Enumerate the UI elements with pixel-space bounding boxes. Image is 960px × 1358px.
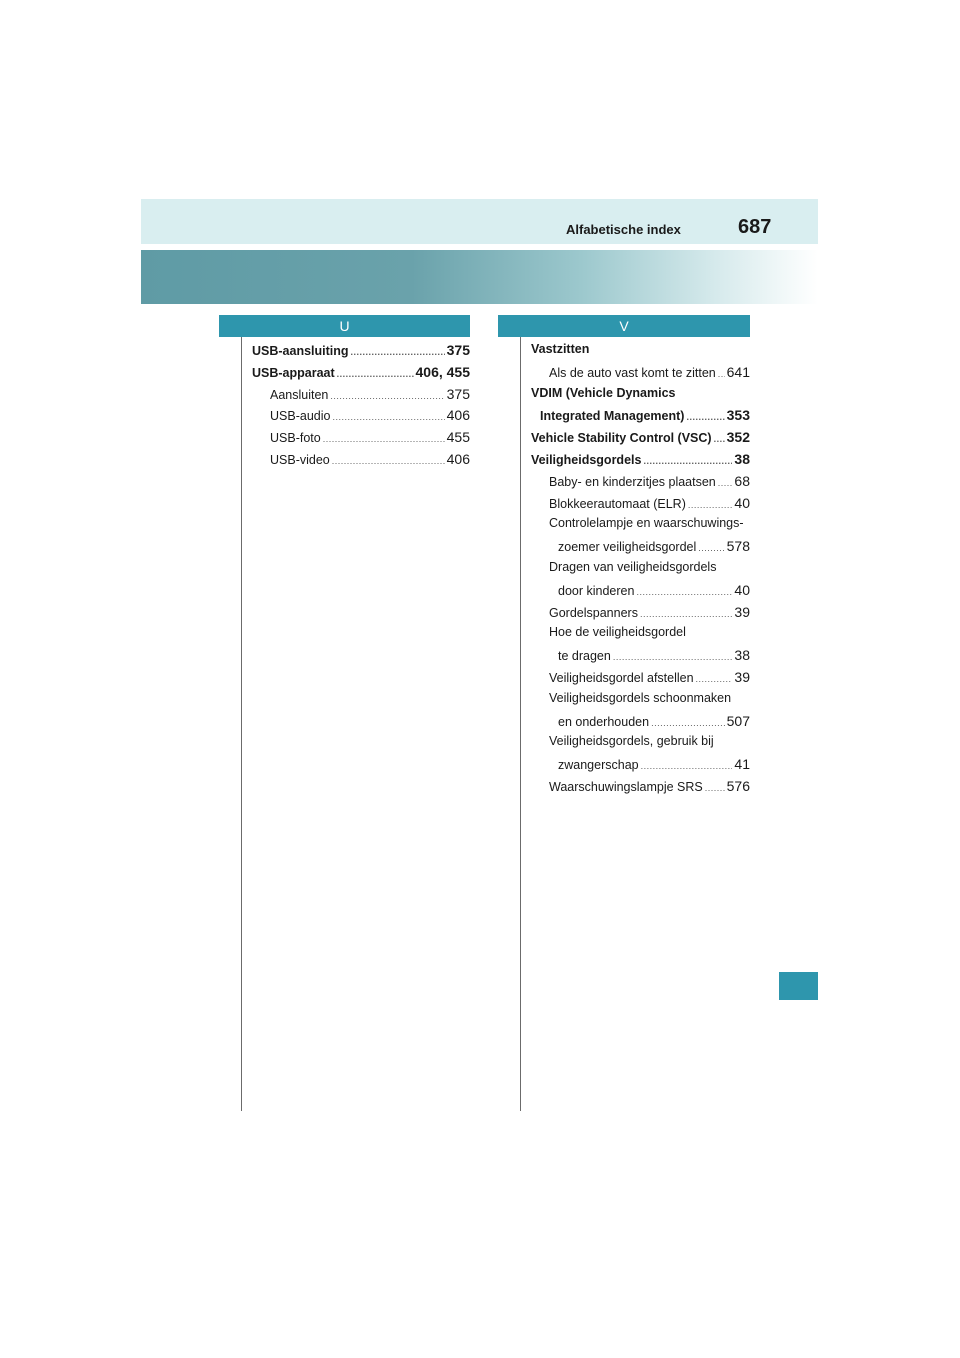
index-entry-label: Integrated Management) [540, 409, 685, 424]
chapter-tab [779, 972, 818, 1000]
dot-leader [718, 369, 725, 379]
index-entry [531, 560, 750, 582]
index-entry-page[interactable]: 68 [734, 472, 750, 489]
index-entry-page[interactable]: 406 [446, 407, 470, 424]
index-entry-page[interactable]: 38 [734, 450, 750, 467]
dot-leader [714, 434, 725, 444]
index-entry [531, 669, 750, 691]
index-entry [252, 364, 470, 386]
index-entry [531, 625, 750, 647]
index-entry [252, 429, 470, 451]
dot-leader [688, 500, 733, 510]
index-entry-page[interactable]: 507 [726, 712, 750, 729]
index-entry-label: USB-apparaat [252, 365, 335, 380]
index-entry-label: Als de auto vast komt te zitten [549, 365, 716, 380]
dot-leader [337, 369, 414, 379]
index-entry-label: USB-foto [270, 431, 321, 446]
index-entry [531, 473, 750, 495]
index-entry-page[interactable]: 455 [446, 429, 470, 446]
index-entry-label: Dragen van veiligheidsgordels [549, 559, 717, 574]
index-entry-page[interactable]: 375 [446, 342, 470, 358]
index-entry [531, 734, 750, 756]
index-entry [531, 713, 750, 735]
index-entry-label: Veiligheidsgordels [531, 452, 642, 467]
index-entry [531, 691, 750, 713]
index-entry [252, 451, 470, 473]
index-entry [531, 386, 750, 408]
index-entry-label: Blokkeerautomaat (ELR) [549, 496, 686, 511]
dot-leader [636, 587, 732, 597]
index-entry-page[interactable]: 406, 455 [415, 363, 470, 380]
page-number: 687 [738, 216, 772, 238]
index-entry-label: Baby- en kinderzitjes plaatsen [549, 474, 716, 489]
page-title: Alfabetische index [566, 222, 681, 237]
index-entry-label: en onderhouden [558, 714, 650, 729]
index-entry [531, 756, 750, 778]
index-entry [531, 495, 750, 517]
index-entry-page[interactable]: 352 [726, 429, 750, 446]
index-entry-page[interactable]: 576 [726, 777, 750, 794]
index-entry-label: Veiligheidsgordels schoonmaken [549, 690, 732, 705]
index-entry-label: te dragen [558, 649, 611, 664]
index-entry [531, 647, 750, 669]
index-entry-label: Vehicle Stability Control (VSC) [531, 431, 712, 446]
index-entry [531, 429, 750, 451]
index-column-u [252, 342, 470, 473]
index-entry [531, 538, 750, 560]
column-divider-u [241, 337, 242, 1111]
index-entry-label: USB-video [270, 452, 330, 467]
index-entry [252, 407, 470, 429]
index-entry-label: Veiligheidsgordel afstellen [549, 670, 694, 685]
index-entry [531, 582, 750, 604]
index-entry [531, 451, 750, 473]
index-entry-page[interactable]: 353 [726, 407, 750, 424]
decorative-band [141, 250, 818, 304]
dot-leader [332, 412, 444, 422]
dot-leader [332, 456, 445, 466]
index-entry-label: Hoe de veiligheidsgordel [549, 625, 686, 640]
index-entry-label: Waarschuwingslampje SRS [549, 779, 703, 794]
index-entry [531, 516, 750, 538]
index-entry-page[interactable]: 40 [734, 494, 750, 511]
index-entry-page[interactable]: 641 [726, 363, 750, 380]
index-entry [531, 342, 750, 364]
index-entry [252, 342, 470, 364]
index-entry-label: door kinderen [558, 583, 635, 598]
index-entry-label: Controlelampje en waarschuwings- [549, 516, 744, 531]
index-entry [531, 407, 750, 429]
dot-leader [323, 434, 445, 444]
index-entry-label: USB-audio [270, 409, 331, 424]
dot-leader [330, 391, 444, 401]
dot-leader [641, 761, 733, 771]
index-entry-page[interactable]: 41 [734, 756, 750, 773]
index-entry-label: zoemer veiligheidsgordel [558, 540, 697, 555]
index-entry-page[interactable]: 39 [734, 668, 750, 685]
section-header-v: V [498, 315, 750, 337]
index-entry [531, 364, 750, 386]
dot-leader [351, 347, 445, 357]
dot-leader [613, 652, 733, 662]
index-entry-label: zwangerschap [558, 758, 639, 773]
index-entry-page[interactable]: 38 [734, 647, 750, 664]
index-entry-page[interactable]: 39 [734, 603, 750, 620]
index-entry-label: Aansluiten [270, 387, 329, 402]
index-entry [252, 386, 470, 408]
index-column-v [531, 342, 750, 800]
dot-leader [696, 674, 733, 684]
index-entry-label: VDIM (Vehicle Dynamics [531, 385, 676, 400]
section-header-u: U [219, 315, 470, 337]
index-entry-page[interactable]: 375 [446, 385, 470, 402]
index-entry-label: Gordelspanners [549, 605, 638, 620]
index-entry-page[interactable]: 578 [726, 538, 750, 555]
dot-leader [643, 456, 732, 466]
index-entry-label: Vastzitten [531, 342, 590, 356]
dot-leader [651, 718, 725, 728]
dot-leader [718, 478, 733, 488]
header-band [141, 199, 818, 244]
index-entry-page[interactable]: 40 [734, 581, 750, 598]
index-entry-page[interactable]: 406 [446, 450, 470, 467]
index-entry-label: Veiligheidsgordels, gebruik bij [549, 734, 714, 749]
index-entry-label: USB-aansluiting [252, 344, 349, 358]
dot-leader [640, 609, 732, 619]
index-entry [531, 778, 750, 800]
column-divider-v [520, 337, 521, 1111]
dot-leader [705, 783, 725, 793]
dot-leader [698, 543, 724, 553]
index-entry [531, 604, 750, 626]
dot-leader [686, 412, 724, 422]
